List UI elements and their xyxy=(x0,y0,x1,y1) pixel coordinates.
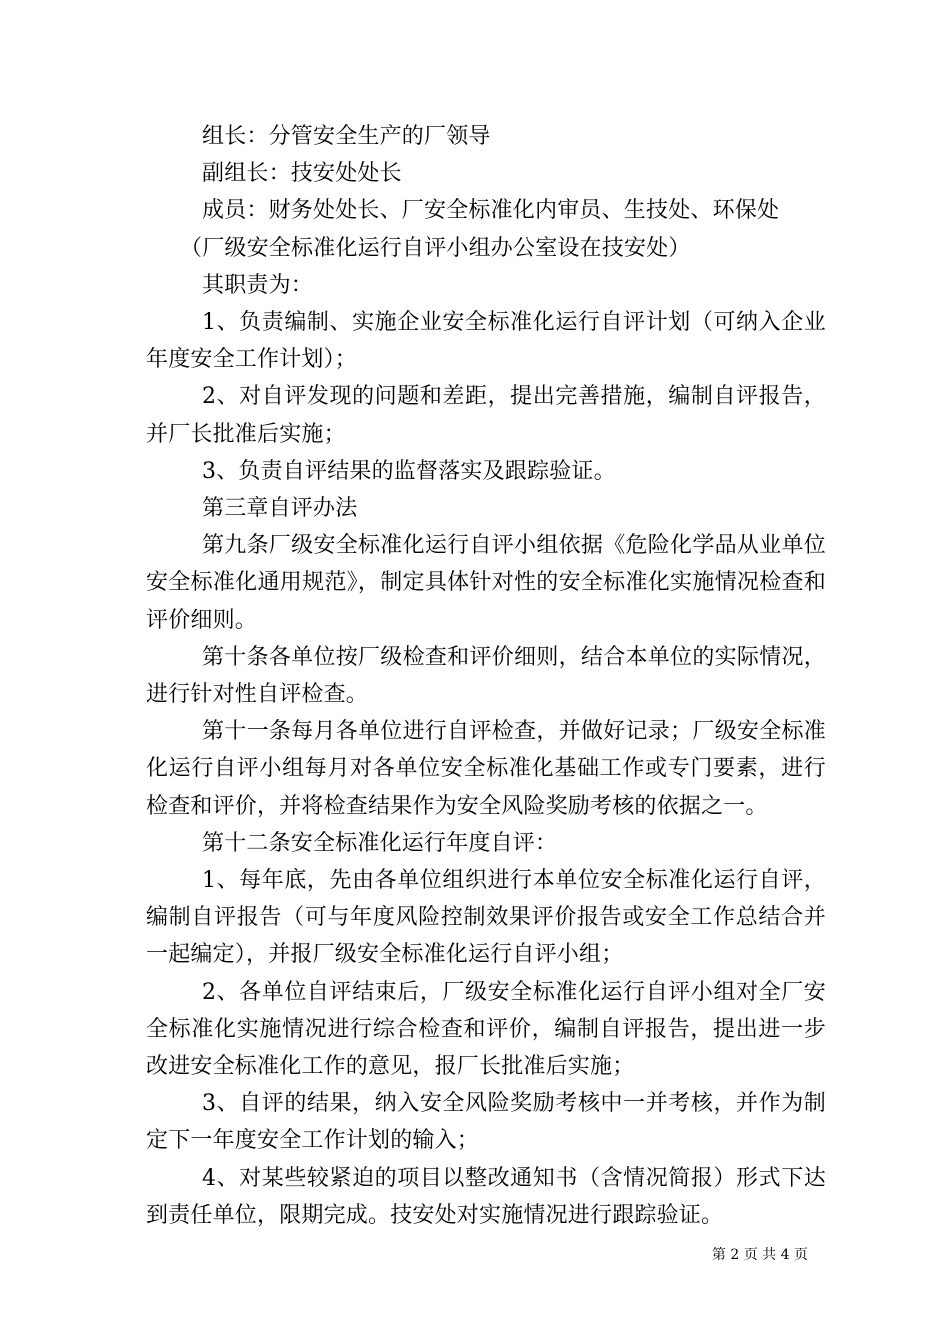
paragraph-office-note: （厂级安全标准化运行自评小组办公室设在技安处） xyxy=(180,235,691,261)
paragraph-duties-heading: 其职责为： xyxy=(202,272,314,298)
article-10: 第十条各单位按厂级检查和评价细则，结合本单位的实际情况，进行针对性自评检查。 xyxy=(146,644,826,708)
chapter-heading: 第三章自评办法 xyxy=(202,496,358,522)
article-12-item-4: 4、对某些较紧迫的项目以整改通知书（含情况简报）形式下达到责任单位，限期完成。技安处对实施情况进行跟踪验证。 xyxy=(146,1165,826,1228)
article-11: 第十一条每月各单位进行自评检查，并做好记录；厂级安全标准化运行自评小组每月对各单位安全标准化基础工作或专门要素，进行检查和评价，并将检查结果作为安全风险奖励考核的依据之一。 xyxy=(146,719,826,819)
paragraph-duty-2: 2、对自评发现的问题和差距，提出完善措施，编制自评报告，并厂长批准后实施； xyxy=(146,384,826,447)
paragraph-duty-1: 1、负责编制、实施企业安全标准化运行自评计划（可纳入企业年度安全工作计划）； xyxy=(146,310,826,373)
article-12: 第十二条安全标准化运行年度自评： xyxy=(202,830,558,856)
article-9: 第九条厂级安全标准化运行自评小组依据《危险化学品从业单位安全标准化通用规范》，制定具体针对性的安全标准化实施情况检查和评价细则。 xyxy=(146,533,826,633)
article-12-item-2: 2、各单位自评结束后，厂级安全标准化运行自评小组对全厂安全标准化实施情况进行综合检查和评价，编制自评报告，提出进一步改进安全标准化工作的意见，报厂长批准后实施； xyxy=(146,979,826,1080)
paragraph-leader: 组长：分管安全生产的厂领导 xyxy=(202,124,491,149)
paragraph-duty-3: 3、负责自评结果的监督落实及跟踪验证。 xyxy=(202,458,616,484)
article-12-item-1: 1、每年底，先由各单位组织进行本单位安全标准化运行自评，编制自评报告（可与年度风险控制效果评价报告或安全工作总结合并一起编定），并报厂级安全标准化运行自评小组； xyxy=(146,868,826,968)
document-body xyxy=(146,118,826,1234)
article-12-item-3: 3、自评的结果，纳入安全风险奖励考核中一并考核，并作为制定下一年度安全工作计划的输入； xyxy=(146,1091,826,1154)
paragraph-deputy-leader: 副组长：技安处处长 xyxy=(202,161,402,187)
page-number-footer: 第 2 页 共 4 页 xyxy=(711,1247,808,1263)
paragraph-members: 成员：财务处处长、厂安全标准化内审员、生技处、环保处 xyxy=(202,198,780,224)
